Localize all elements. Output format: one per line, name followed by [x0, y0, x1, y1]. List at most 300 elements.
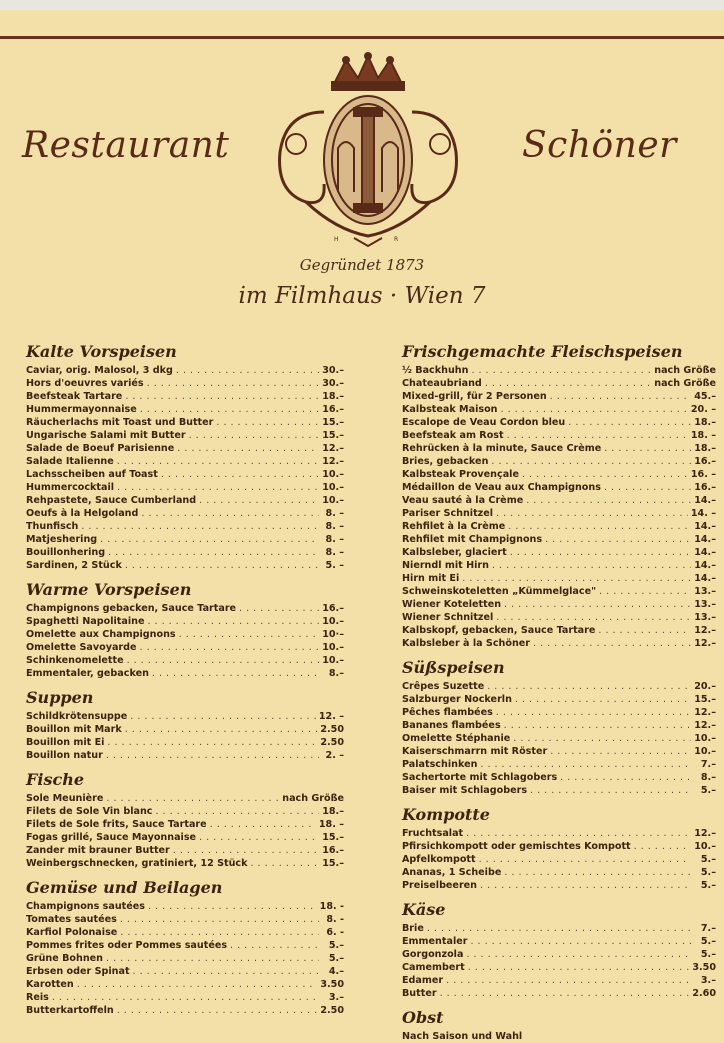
dot-leader [550, 390, 691, 403]
menu-item-list [26, 792, 344, 870]
menu-item-price: 12.– [694, 720, 716, 731]
menu-item [26, 481, 344, 494]
menu-item [402, 507, 716, 520]
dot-leader [604, 481, 691, 494]
section-title: Obst [402, 1008, 444, 1027]
menu-item [26, 455, 344, 468]
menu-item-price: 2.60 [692, 988, 716, 999]
menu-item [26, 749, 344, 762]
menu-item [402, 680, 716, 693]
dot-leader [504, 719, 691, 732]
menu-item-name: Crêpes Suzette [402, 681, 485, 692]
menu-item-name: Rehrücken à la minute, Sauce Crème [402, 443, 602, 454]
dot-leader [81, 520, 319, 533]
menu-item [402, 390, 716, 403]
menu-item-price: 14.– [694, 495, 716, 506]
menu-item [26, 857, 344, 870]
dot-leader [251, 857, 320, 870]
menu-item [402, 611, 716, 624]
dot-leader [599, 585, 691, 598]
menu-item [402, 922, 716, 935]
menu-item [26, 818, 344, 831]
dot-leader [77, 978, 318, 991]
menu-item-price: 18. - [319, 901, 344, 912]
menu-item-name: Wiener Schnitzel [402, 612, 494, 623]
dot-leader [533, 637, 691, 650]
menu-item [402, 416, 716, 429]
menu-item-name: Räucherlachs mit Toast und Butter [26, 417, 214, 428]
menu-item-name: Chateaubriand [402, 378, 482, 389]
dot-leader [120, 926, 319, 939]
dot-leader [216, 416, 319, 429]
menu-item-price: 13.– [694, 612, 716, 623]
dot-leader [107, 736, 317, 749]
menu-item [402, 533, 716, 546]
menu-item-price: 12.– [694, 707, 716, 718]
menu-item-name: Rehfilet à la Crème [402, 521, 506, 532]
menu-item-price: 20. – [690, 404, 716, 415]
menu-item-price: 8. – [325, 521, 344, 532]
dot-leader [522, 468, 688, 481]
menu-item [402, 559, 716, 572]
menu-item-name: Palatschinken [402, 759, 478, 770]
menu-item-name: Apfelkompott [402, 854, 476, 865]
menu-item-name: Filets de Sole frits, Sauce Tartare [26, 819, 207, 830]
dot-leader [147, 377, 319, 390]
section-title: Süßspeisen [402, 658, 505, 677]
dot-leader [106, 952, 319, 965]
dot-leader [510, 546, 691, 559]
menu-item-price: 8. – [325, 534, 344, 545]
menu-item-name: Hummercocktail [26, 482, 115, 493]
menu-item-price: 14.– [694, 573, 716, 584]
dot-leader [479, 853, 691, 866]
menu-section-warme-vorspeisen [26, 578, 344, 680]
menu-item [26, 468, 344, 481]
menu-item [26, 710, 344, 723]
menu-item-name: Karotten [26, 979, 74, 990]
menu-item-name: Kalbsleber, glaciert [402, 547, 507, 558]
menu-item-name: Lachsscheiben auf Toast [26, 469, 158, 480]
restaurant-title-left: Restaurant [22, 125, 230, 166]
menu-item-name: Bouillon mit Mark [26, 724, 122, 735]
menu-item-name: Sole Meunière [26, 793, 104, 804]
dot-leader [427, 922, 691, 935]
menu-item [26, 978, 344, 991]
menu-item-price: 12.– [694, 625, 716, 636]
menu-item-price: 15.– [694, 694, 716, 705]
menu-item [402, 719, 716, 732]
menu-item-price: 10.– [322, 642, 344, 653]
menu-item-price: 8. - [326, 914, 344, 925]
menu-item [26, 654, 344, 667]
menu-item-name: Butterkartoffeln [26, 1005, 114, 1016]
restaurant-title-right: Schöner [522, 125, 677, 166]
section-title: Warme Vorspeisen [26, 580, 192, 599]
dot-leader [508, 520, 691, 533]
dot-leader [560, 771, 691, 784]
menu-item [26, 792, 344, 805]
menu-item-name: Caviar, orig. Malosol, 3 dkg [26, 365, 173, 376]
menu-item [26, 844, 344, 857]
dot-leader [179, 628, 319, 641]
dot-leader [147, 615, 319, 628]
menu-item-price: 14.– [694, 534, 716, 545]
menu-item [26, 533, 344, 546]
menu-item [26, 926, 344, 939]
dot-leader [127, 654, 319, 667]
menu-item [26, 546, 344, 559]
menu-item [402, 693, 716, 706]
menu-item [402, 403, 716, 416]
menu-item [402, 455, 716, 468]
dot-leader [545, 533, 691, 546]
menu-item [26, 442, 344, 455]
menu-item-price: 12. – [318, 711, 344, 722]
dot-leader [634, 840, 691, 853]
section-note: Nach Saison und Wahl [402, 1031, 523, 1042]
menu-item-price: 8. – [325, 508, 344, 519]
dot-leader [515, 693, 691, 706]
menu-item-price: 10.– [322, 655, 344, 666]
dot-leader [173, 844, 319, 857]
menu-item-name: Zander mit brauner Butter [26, 845, 170, 856]
dot-leader [462, 572, 691, 585]
menu-item [26, 390, 344, 403]
section-title: Gemüse und Beilagen [26, 878, 223, 897]
menu-item-price: 16. – [690, 469, 716, 480]
menu-item-name: Salzburger Nockerln [402, 694, 512, 705]
menu-item [26, 602, 344, 615]
dot-leader [496, 706, 691, 719]
dot-leader [161, 468, 319, 481]
dot-leader [471, 364, 651, 377]
menu-item-name: Salade Italienne [26, 456, 114, 467]
menu-item-price: 20.– [694, 681, 716, 692]
menu-item-name: Weinbergschnecken, gratiniert, 12 Stück [26, 858, 248, 869]
dot-leader [199, 831, 319, 844]
dot-leader [598, 624, 691, 637]
dot-leader [152, 667, 319, 680]
crest-initial-left: H [334, 236, 339, 243]
menu-column-left [26, 340, 344, 1023]
dot-leader [210, 818, 316, 831]
menu-item-price: 5.– [328, 940, 344, 951]
menu-item-price: 12.– [694, 828, 716, 839]
menu-item-name: Erbsen oder Spinat [26, 966, 130, 977]
menu-section-kalte-vorspeisen [26, 340, 344, 572]
location-text: im Filmhaus · Wien 7 [238, 283, 486, 309]
menu-item-price: 18.– [322, 391, 344, 402]
menu-item-name: Beefsteak am Rost [402, 430, 504, 441]
menu-item-price: 18.– [694, 443, 716, 454]
menu-item-price: 5.– [700, 854, 716, 865]
menu-item [402, 546, 716, 559]
dot-leader [117, 481, 319, 494]
menu-item-price: 5. – [325, 560, 344, 571]
dot-leader [156, 805, 320, 818]
dot-leader [108, 546, 319, 559]
menu-section-fische [26, 768, 344, 870]
header-rule [0, 36, 724, 39]
menu-item [402, 429, 716, 442]
menu-item-name: Mixed-grill, für 2 Personen [402, 391, 547, 402]
dot-leader [125, 723, 318, 736]
menu-item-price: 10.– [694, 841, 716, 852]
menu-item [26, 723, 344, 736]
menu-item [402, 624, 716, 637]
menu-item-name: Pfirsichkompott oder gemischtes Kompott [402, 841, 631, 852]
menu-section-frischgemachte-fleischspeisen [402, 340, 716, 650]
menu-item-price: 5.– [328, 953, 344, 964]
menu-item-price: 4.– [328, 966, 344, 977]
dot-leader [199, 494, 319, 507]
dot-leader [496, 611, 691, 624]
menu-item-price: 13.– [694, 586, 716, 597]
menu-item-name: Grüne Bohnen [26, 953, 104, 964]
menu-item-name: Kalbsteak Maison [402, 404, 498, 415]
menu-item [402, 853, 716, 866]
menu-item-price: 15.– [322, 832, 344, 843]
menu-item-price: nach Größe [654, 378, 716, 389]
menu-item-name: Matjeshering [26, 534, 98, 545]
dot-leader [106, 749, 319, 762]
menu-item [26, 507, 344, 520]
menu-item [402, 879, 716, 892]
menu-item-price: 45.– [694, 391, 716, 402]
menu-item-price: 18.– [322, 806, 344, 817]
menu-item [402, 732, 716, 745]
menu-item-name: Kalbskopf, gebacken, Sauce Tartare [402, 625, 596, 636]
menu-item [26, 952, 344, 965]
menu-item-name: Schweinskoteletten „Kümmelglace" [402, 586, 597, 597]
section-title: Fische [26, 770, 84, 789]
menu-item [402, 706, 716, 719]
menu-item-price: 8. – [325, 547, 344, 558]
menu-item-price: 3.50 [320, 979, 344, 990]
menu-item-price: 14. – [690, 508, 716, 519]
menu-item-price: 16.– [694, 456, 716, 467]
menu-item-name: Bries, gebacken [402, 456, 489, 467]
menu-item-price: 5.– [700, 880, 716, 891]
menu-item-name: Rehfilet mit Champignons [402, 534, 543, 545]
menu-column-right [402, 340, 716, 1043]
menu-item-name: Filets de Sole Vin blanc [26, 806, 153, 817]
menu-item-name: Kalbsleber à la Schöner [402, 638, 531, 649]
menu-item-name: Butter [402, 988, 437, 999]
menu-item-name: Médaillon de Veau aux Champignons [402, 482, 601, 493]
dot-leader [604, 442, 691, 455]
menu-item [402, 637, 716, 650]
menu-item-name: Fogas grillé, Sauce Mayonnaise [26, 832, 197, 843]
menu-section-kompotte [402, 803, 716, 892]
dot-leader [492, 559, 691, 572]
dot-leader [52, 991, 319, 1004]
menu-item [402, 866, 716, 879]
menu-item-name: Edamer [402, 975, 444, 986]
menu-item-name: Champignons sautées [26, 901, 145, 912]
dot-leader [117, 1004, 318, 1017]
menu-item-name: Schildkrötensuppe [26, 711, 128, 722]
menu-item-name: Pommes frites oder Pommes sautées [26, 940, 228, 951]
menu-item-price: 8.– [700, 772, 716, 783]
menu-item-name: Hors d'oeuvres variés [26, 378, 144, 389]
menu-item [402, 840, 716, 853]
menu-item-price: 18. – [318, 819, 344, 830]
menu-item-name: Beefsteak Tartare [26, 391, 123, 402]
menu-item-price: 30.– [322, 365, 344, 376]
dot-leader [526, 494, 691, 507]
dot-leader [177, 442, 319, 455]
dot-leader [501, 403, 688, 416]
menu-item [26, 667, 344, 680]
menu-item [402, 364, 716, 377]
menu-item [402, 377, 716, 390]
menu-item-name: Emmentaler, gebacken [26, 668, 149, 679]
menu-item-name: Sachertorte mit Schlagobers [402, 772, 558, 783]
menu-item-price: 10.– [322, 482, 344, 493]
menu-item [402, 585, 716, 598]
dot-leader [496, 507, 688, 520]
menu-item-price: 14.– [694, 521, 716, 532]
dot-leader [507, 429, 688, 442]
menu-item-name: Salade de Boeuf Parisienne [26, 443, 175, 454]
menu-item-price: 7.– [700, 759, 716, 770]
menu-item-price: 2. – [325, 750, 344, 761]
menu-item-name: Kalbsteak Provençale [402, 469, 519, 480]
dot-leader [480, 879, 691, 892]
dot-leader [130, 710, 316, 723]
menu-item-name: Sardinen, 2 Stück [26, 560, 122, 571]
crest-initial-right: R [394, 236, 399, 243]
menu-section-sussspeisen [402, 656, 716, 797]
menu-item-price: 5.– [700, 785, 716, 796]
menu-item [26, 939, 344, 952]
menu-item-name: Emmentaler [402, 936, 468, 947]
menu-item-name: Veau sauté à la Crème [402, 495, 524, 506]
menu-item-name: Omelette aux Champignons [26, 629, 176, 640]
menu-item [26, 429, 344, 442]
menu-section-suppen [26, 686, 344, 762]
dot-leader [176, 364, 319, 377]
dot-leader [120, 913, 319, 926]
menu-item-price: 15.– [322, 417, 344, 428]
dot-leader [140, 403, 319, 416]
menu-item [26, 520, 344, 533]
menu-item [402, 758, 716, 771]
menu-item-name: Brie [402, 923, 424, 934]
menu-item [26, 494, 344, 507]
dot-leader [189, 429, 319, 442]
dot-leader [491, 455, 691, 468]
dot-leader [550, 745, 691, 758]
menu-item-price: 5.– [700, 867, 716, 878]
menu-item-name: Gorgonzola [402, 949, 464, 960]
menu-item-list [402, 680, 716, 797]
menu-item [402, 745, 716, 758]
menu-item [26, 805, 344, 818]
menu-item-name: Bouillon mit Ei [26, 737, 105, 748]
menu-item-name: Camembert [402, 962, 465, 973]
menu-item-price: 30.– [322, 378, 344, 389]
menu-item [26, 900, 344, 913]
dot-leader [513, 732, 691, 745]
menu-item-name: Ananas, 1 Scheibe [402, 867, 502, 878]
section-title: Kompotte [402, 805, 490, 824]
menu-item-name: Rehpastete, Sauce Cumberland [26, 495, 197, 506]
menu-item-name: Pêches flambées [402, 707, 493, 718]
dot-leader [487, 680, 691, 693]
menu-item [402, 494, 716, 507]
menu-item-name: Kaiserschmarrn mit Röster [402, 746, 548, 757]
dot-leader [480, 758, 691, 771]
menu-item-price: 16.– [694, 482, 716, 493]
dot-leader [446, 974, 691, 987]
dot-leader [100, 533, 319, 546]
menu-item-name: Hirn mit Ei [402, 573, 460, 584]
menu-item-name: Escalope de Veau Cordon bleu [402, 417, 566, 428]
menu-item [402, 481, 716, 494]
menu-item-list [402, 364, 716, 650]
menu-section-obst [402, 1006, 716, 1043]
menu-item-price: 5.– [700, 936, 716, 947]
menu-item-price: 13.– [694, 599, 716, 610]
menu-item-name: Reis [26, 992, 49, 1003]
menu-item [402, 784, 716, 797]
menu-item-name: Baiser mit Schlagobers [402, 785, 528, 796]
menu-section-gemuse-und-beilagen [26, 876, 344, 1017]
menu-item-list [26, 710, 344, 762]
menu-item-price: 14.– [694, 560, 716, 571]
dot-leader [125, 559, 319, 572]
dot-leader [485, 377, 651, 390]
dot-leader [125, 390, 319, 403]
dot-leader [530, 784, 691, 797]
menu-item-list [26, 602, 344, 680]
menu-item-price: 6. - [326, 927, 344, 938]
menu-item-price: 12.– [694, 638, 716, 649]
menu-item-price: 3.– [700, 975, 716, 986]
dot-leader [466, 827, 691, 840]
page-top-strip [0, 0, 724, 10]
menu-item [402, 572, 716, 585]
menu-item-price: 12.– [322, 443, 344, 454]
section-title: Suppen [26, 688, 94, 707]
menu-item-price: 15.– [322, 430, 344, 441]
menu-item-price: 10.– [322, 616, 344, 627]
menu-item [26, 831, 344, 844]
founded-text: Gegründet 1873 [299, 256, 425, 274]
menu-item [402, 598, 716, 611]
dot-leader [133, 965, 319, 978]
menu-item [26, 628, 344, 641]
dot-leader [141, 507, 319, 520]
menu-item-list [26, 900, 344, 1017]
menu-item-list [402, 922, 716, 1000]
menu-item [26, 377, 344, 390]
menu-item-name: Bouillonhering [26, 547, 106, 558]
dot-leader [140, 641, 319, 654]
section-title: Kalte Vorspeisen [26, 342, 177, 361]
menu-item-price: 15.– [322, 858, 344, 869]
dot-leader [504, 866, 691, 879]
menu-item-name: Pariser Schnitzel [402, 508, 494, 519]
menu-item-name: Nierndl mit Hirn [402, 560, 489, 571]
menu-item-price: 8.– [328, 668, 344, 679]
menu-item-price: nach Größe [282, 793, 344, 804]
menu-item-price: 10·– [322, 629, 344, 640]
menu-item [26, 991, 344, 1004]
